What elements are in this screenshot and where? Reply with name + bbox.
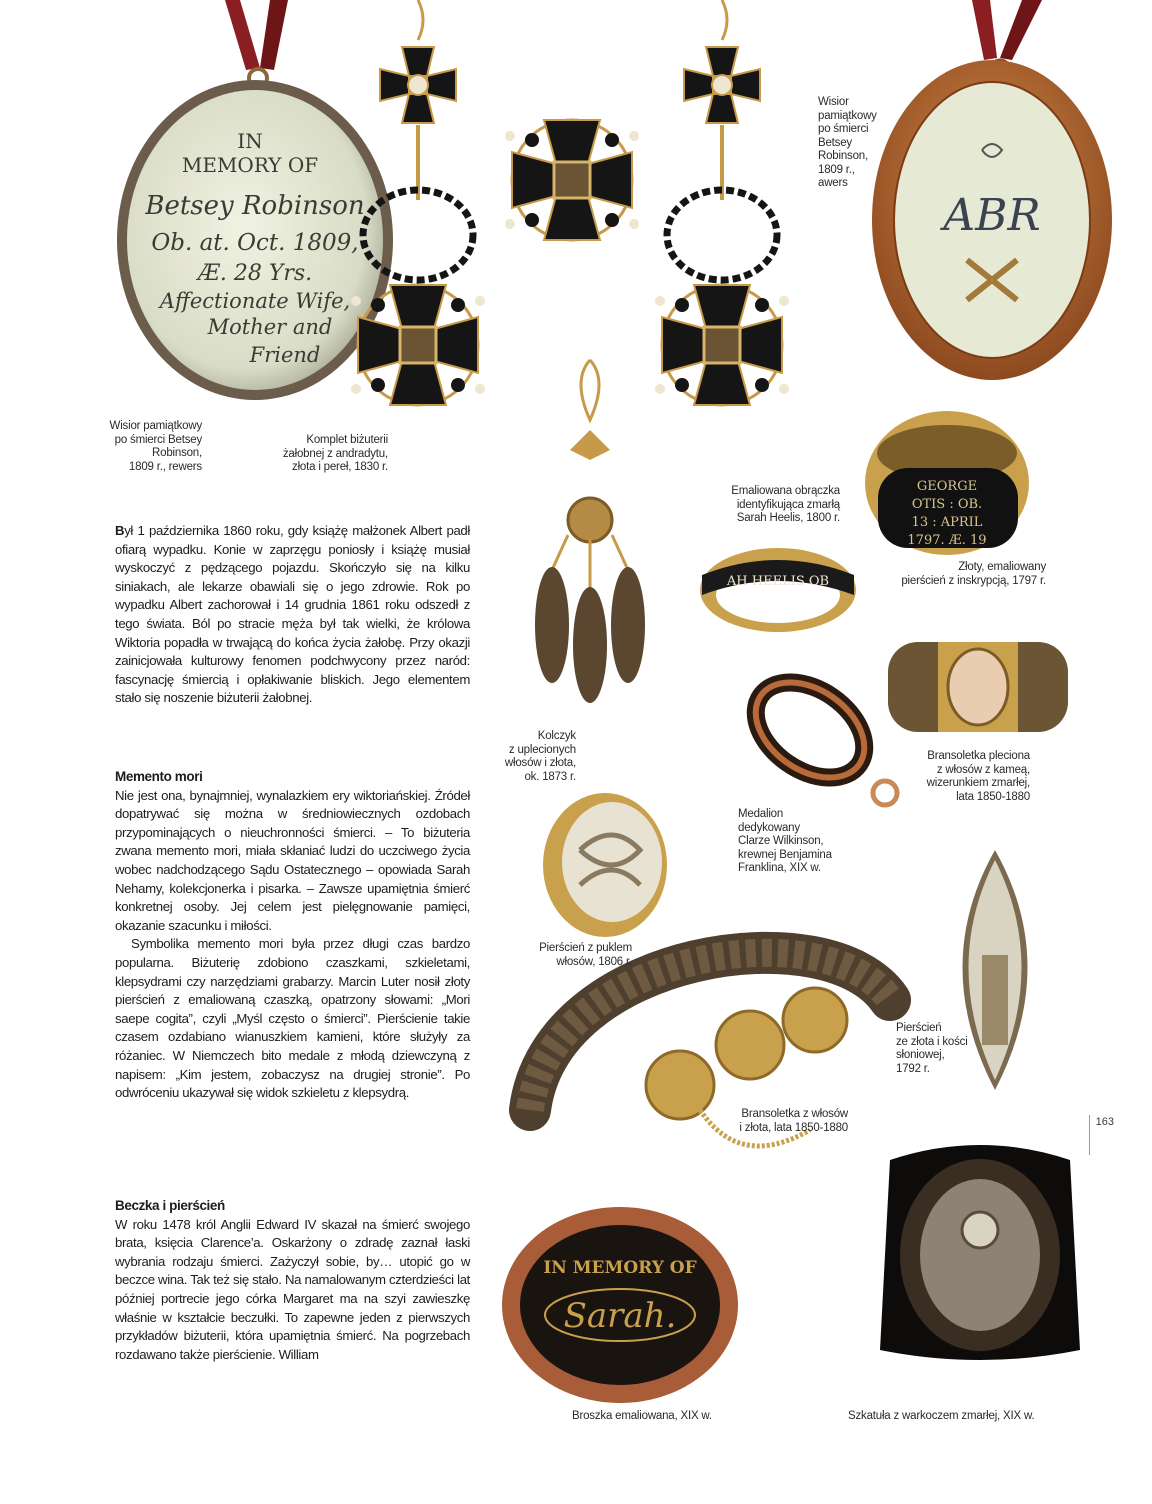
hair-earring-image — [530, 360, 650, 720]
inscription-age: Æ. 28 Yrs. — [197, 261, 313, 286]
enamel-brooch-image — [500, 1205, 740, 1405]
pendant-monogram: ABR — [943, 190, 1041, 241]
inscription-name: Betsey Robinson — [145, 191, 365, 221]
drop-cap: B — [115, 523, 125, 538]
ring-inscription-line3: 13 : APRIL — [911, 515, 983, 530]
band-inscription: AH HEELIS OB — [726, 574, 830, 589]
caption-hair-bracelet: Bransoletka z włosów i złota, lata 1850-1880 — [739, 1108, 848, 1134]
section-heading-barrel-ring: Beczka i pierścień — [115, 1198, 225, 1213]
caption-medallion: Medalion dedykowany Clarze Wilkinson, krewnej Benjamina Franklina, XIX w. — [738, 808, 832, 874]
caption-pendant-obverse: Wisior pamiątkowy po śmierci Betsey Robinson, 1809 r., awers — [818, 96, 877, 189]
memento-mori-paragraph-1: Nie jest ona, bynajmniej, wynalazkiem ery wiktoriańskiej. Źródeł dopatrywać się można w średniowiecznych ozdobach przypominających o nieuchronności śmierci. – To biżuteria zwana memento mori, miała skłaniać ludzi do uczciwego życia wobec nadchodzącego Sądu Ostatecznego – opowiada Sarah Nehamy, kolekcjonerka i pisarka. – Zawsze upamiętnia śmierć konkretnej osoby. Jej celem jest pielęgnowanie pamięci, okazanie szacunku i miłości. — [115, 787, 470, 933]
inscription-friend: Friend — [249, 343, 321, 367]
gold-inscription-ring-image — [862, 408, 1032, 558]
inscription-memory: MEMORY OF — [181, 153, 319, 177]
enamel-band-ring-image — [698, 545, 858, 635]
memento-mori-paragraph-2: Symbolika memento mori była przez długi czas bardzo popularna. Biżuterię zdobiono czaszkami, szkieletami, klepsydrami czy narzędziami grabarzy. Marcin Luter nosił złoty pierścień z emaliowaną czaszką, opatrzony słowami: „Mori saepe cogita”, czyli „Myśl często o śmierci”. Pierścienie takie czasem ozdabiano wianuszkiem kamieni, które służyły za różaniec. W Niemczech bito medale z młodą dziewczyną z napisem: „Kim jestem, zobaczysz na drugiej stronie”. Po odwróceniu ukazywał się widok szkieletu z klepsydrą. — [115, 936, 470, 1101]
barrel-ring-paragraph-1: W roku 1478 król Anglii Edward IV skazał na śmierć swojego brata, księcia Clarence’a. Oskarżony o zdradę zaznał łaski wybrania rodzaju śmierci. Zażyczył sobie, by… utopić go w beczce wina. Tak też się stało. Na namalowanym czterdzieści lat później portrecie jego córka Margaret ma na szyi zawieszkę właśnie w kształcie beczułki. To zapewne jeden z pierwszych przykładów biżuterii, która upamiętnia śmierć. Na pogrzebach rozdawano także pierścienie. William — [115, 1216, 470, 1362]
article-section-memento-mori — [115, 768, 470, 1103]
ring-inscription-line4: 1797. Æ. 19 — [907, 533, 987, 548]
caption-hair-ring: Pierścień z puklem włosów, 1806 r. — [539, 942, 632, 968]
caption-earring: Kolczyk z uplecionych włosów i złota, ok. 1873 r. — [504, 730, 576, 783]
inscription-mother: Mother and — [207, 315, 333, 339]
inscription-wife: Affectionate Wife, — [159, 289, 351, 313]
pendant-obverse-image — [872, 0, 1102, 390]
caption-cameo-bracelet: Bransoletka pleciona z włosów z kameą, wizerunkiem zmarłej, lata 1850-1880 — [926, 750, 1030, 803]
pendant-reverse-image — [60, 0, 365, 420]
inscription-date: Ob. at. Oct. 1809, — [151, 230, 359, 256]
caption-ivory-ring: Pierścień ze złota i kości słoniowej, 1792 r. — [896, 1022, 968, 1075]
caption-enamel-band: Emaliowana obrączka identyfikująca zmarłą Sarah Heelis, 1800 r. — [731, 485, 840, 524]
ring-inscription-line2: OTIS : OB. — [911, 497, 983, 512]
ring-inscription-line1: GEORGE — [916, 479, 978, 494]
hair-casket-image — [880, 1130, 1080, 1370]
caption-jewelry-set: Komplet biżuterii żałobnej z andradytu, złota i pereł, 1830 r. — [282, 434, 388, 473]
inscription-in: IN — [237, 129, 263, 153]
section-heading-memento-mori: Memento mori — [115, 769, 203, 784]
brooch-inscription-top: IN MEMORY OF — [543, 1258, 697, 1278]
article-section-barrel-ring — [115, 1197, 470, 1364]
caption-brooch: Broszka emaliowana, XIX w. — [572, 1410, 712, 1422]
caption-pendant-reverse: Wisior pamiątkowy po śmierci Betsey Robinson, 1809 r., rewers — [109, 420, 202, 473]
article-intro — [115, 522, 470, 708]
caption-gold-ring: Złoty, emaliowany pierścień z inskrypcją, 1797 r. — [901, 561, 1046, 587]
caption-casket: Szkatuła z warkoczem zmarłej, XIX w. — [848, 1410, 1035, 1422]
brooch-inscription-name: Sarah. — [563, 1296, 677, 1336]
page-number: 163 — [1089, 1115, 1114, 1155]
intro-paragraph: ył 1 października 1860 roku, gdy książę małżonek Albert padł ofiarą wypadku. Konie w zaprzęgu poniosły i książę musiał wyskoczyć z pędzącego pojazdu. Skończyło się na kilku siniakach, ale lekarze obawiali się o jego zdrowie. Rok po wypadku Albert zachorował i 14 grudnia 1861 roku odszedł z tego świata. Ból po stracie męża był tak wielki, że królowa Wiktoria popadła w trwającą do końca życia żałobę. Przy okazji zainicjowała kulturowy fenomen podchwycony przez naród: fascynację śmiercią i opłakiwanie bliskich. Jego elementem stało się noszenie biżuterii żałobnej. — [115, 523, 470, 706]
